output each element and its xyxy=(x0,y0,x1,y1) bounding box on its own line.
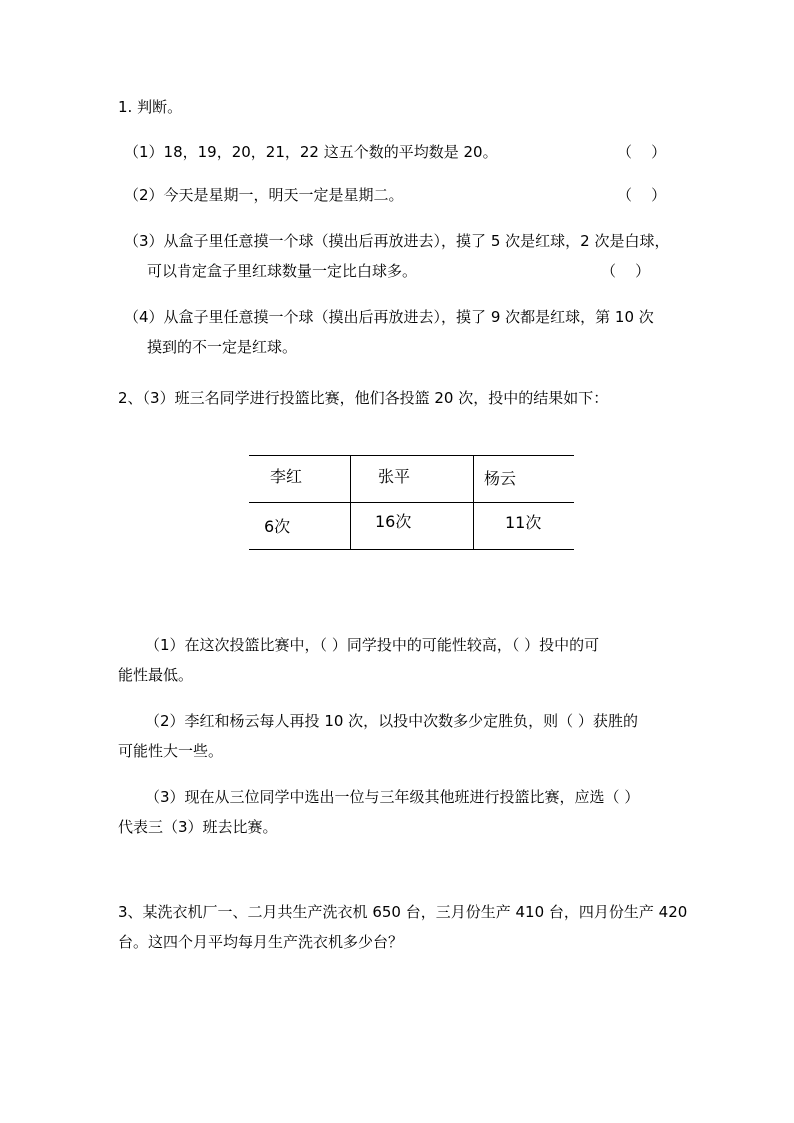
table-header-lihong: 李红 xyxy=(270,467,303,486)
q3-line1: 3、某洗衣机厂一、二月共生产洗衣机 650 台，三月份生产 410 台，四月份生产 420 xyxy=(118,903,688,921)
table-value-zhangping: 16次 xyxy=(375,512,412,531)
results-table xyxy=(249,455,574,550)
table-middle-border xyxy=(249,502,574,503)
table-top-border xyxy=(249,455,574,456)
q2-sub2-line2: 可能性大一些。 xyxy=(118,742,224,760)
table-divider-2 xyxy=(473,456,474,549)
q1-item-3-answer-blank[interactable]: （ ） xyxy=(601,262,651,280)
q1-item-1-text: （1）18，19，20，21，22 这五个数的平均数是 20。 xyxy=(124,143,498,161)
q2-sub1-line2: 能性最低。 xyxy=(118,666,194,684)
table-value-yangyun: 11次 xyxy=(505,513,542,532)
table-header-zhangping: 张平 xyxy=(378,467,411,486)
q1-item-3-text-cont: 可以肯定盒子里红球数量一定比白球多。 xyxy=(147,262,418,280)
q1-title: 1. 判断。 xyxy=(118,98,183,116)
table-divider-1 xyxy=(350,456,351,549)
q2-intro: 2、（3）班三名同学进行投篮比赛，他们各投篮 20 次，投中的结果如下： xyxy=(118,389,609,407)
q2-sub2-line1: （2）李红和杨云每人再投 10 次，以投中次数多少定胜负，则（ ）获胜的 xyxy=(145,712,638,730)
q3-line2: 台。这四个月平均每月生产洗衣机多少台？ xyxy=(118,933,404,951)
q2-sub3-line1: （3）现在从三位同学中选出一位与三年级其他班进行投篮比赛，应选（ ） xyxy=(145,788,640,806)
q1-item-2-answer-blank[interactable]: （ ） xyxy=(617,186,667,204)
table-bottom-border xyxy=(249,549,574,550)
table-header-yangyun: 杨云 xyxy=(484,469,517,488)
q1-item-4-text-cont: 摸到的不一定是红球。 xyxy=(147,338,298,356)
q1-item-3-text: （3）从盒子里任意摸一个球（摸出后再放进去），摸了 5 次是红球，2 次是白球， xyxy=(124,232,670,250)
q1-item-4-text: （4）从盒子里任意摸一个球（摸出后再放进去），摸了 9 次都是红球，第 10 次 xyxy=(124,308,654,326)
q1-item-1-answer-blank[interactable]: （ ） xyxy=(617,143,667,161)
table-value-lihong: 6次 xyxy=(264,517,291,536)
q2-sub3-line2: 代表三（3）班去比赛。 xyxy=(118,818,278,836)
q1-item-2-text: （2）今天是星期一，明天一定是星期二。 xyxy=(124,186,404,204)
q2-sub1-line1: （1）在这次投篮比赛中，（ ）同学投中的可能性较高，（ ）投中的可 xyxy=(145,636,600,654)
